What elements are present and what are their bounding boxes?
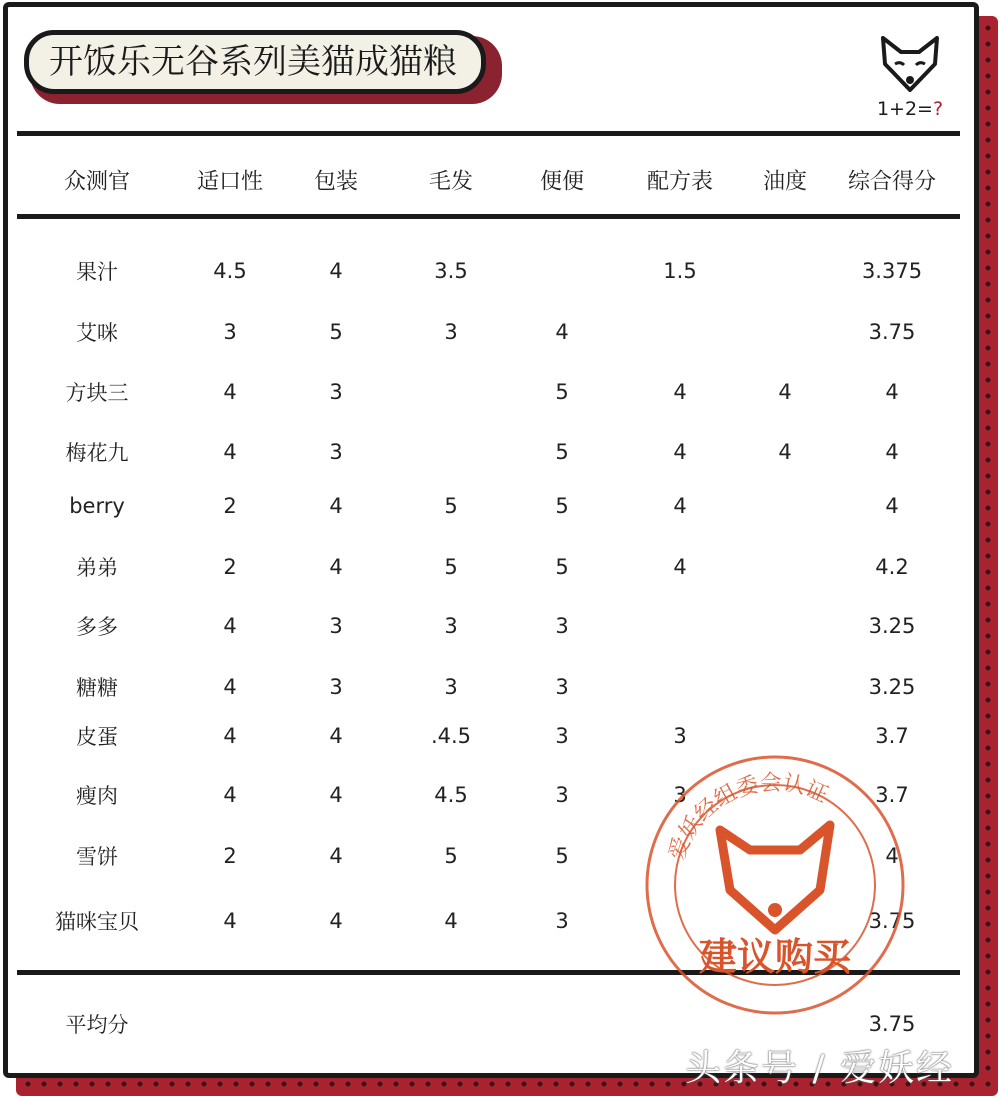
score-cell: 4 — [329, 783, 343, 807]
score-cell: 4 — [885, 380, 899, 404]
score-cell: 3.25 — [868, 675, 916, 699]
score-cell: 4 — [223, 783, 237, 807]
fox-icon — [875, 34, 945, 94]
score-cell: 5 — [444, 494, 458, 518]
score-cell: 5 — [555, 844, 569, 868]
score-cell: 3 — [555, 614, 569, 638]
score-cell: 4 — [555, 320, 569, 344]
score-cell: 4 — [444, 909, 458, 933]
score-cell: 5 — [555, 440, 569, 464]
score-cell: 5 — [555, 494, 569, 518]
score-cell: .4.5 — [430, 724, 472, 748]
score-cell: 3 — [444, 320, 458, 344]
tester-name: 糖糖 — [76, 676, 118, 700]
score-cell: 4 — [329, 724, 343, 748]
score-cell: 4.2 — [875, 555, 909, 579]
score-cell: 3 — [555, 724, 569, 748]
score-cell: 3.375 — [861, 259, 923, 283]
column-header: 油度 — [762, 169, 808, 195]
score-cell: 3 — [329, 440, 343, 464]
score-cell: 4 — [223, 724, 237, 748]
tester-name: 皮蛋 — [76, 725, 118, 749]
brand-logo: 1+2=? — [870, 34, 950, 120]
score-cell: 4 — [223, 909, 237, 933]
score-cell: 5 — [444, 555, 458, 579]
tester-name: 艾咪 — [76, 321, 118, 345]
score-cell: 3 — [444, 675, 458, 699]
score-cell: 5 — [329, 320, 343, 344]
score-cell: 4 — [223, 380, 237, 404]
header-top-rule — [17, 131, 960, 136]
header-bottom-rule — [17, 214, 960, 219]
score-cell: 5 — [555, 555, 569, 579]
tester-name: 果汁 — [76, 260, 118, 284]
column-header: 配方表 — [646, 169, 714, 195]
tester-name: berry — [69, 494, 125, 518]
score-cell: 1.5 — [663, 259, 697, 283]
score-cell: 3 — [329, 675, 343, 699]
tester-name: 梅花九 — [65, 441, 129, 465]
score-cell: 5 — [444, 844, 458, 868]
score-cell: 2 — [223, 844, 237, 868]
tester-name: 雪饼 — [76, 845, 118, 869]
table-bottom-rule — [17, 970, 960, 975]
score-cell: 3.75 — [868, 909, 916, 933]
score-cell: 5 — [555, 380, 569, 404]
rating-card — [3, 2, 979, 1078]
watermark: 头条号 / 爱妖经 — [685, 1048, 955, 1089]
tester-name: 多多 — [76, 615, 118, 639]
score-cell: 3.7 — [875, 724, 909, 748]
tester-name: 瘦肉 — [76, 784, 118, 808]
column-header: 毛发 — [428, 169, 474, 195]
score-cell: 4 — [673, 440, 687, 464]
score-cell: 4 — [778, 380, 792, 404]
score-cell: 4.5 — [213, 259, 247, 283]
score-cell: 3 — [329, 380, 343, 404]
column-header: 适口性 — [196, 169, 264, 195]
score-cell: 4 — [223, 675, 237, 699]
score-cell: 3 — [329, 614, 343, 638]
score-cell: 3 — [673, 724, 687, 748]
score-cell: 4 — [223, 440, 237, 464]
page-title: 开饭乐无谷系列美猫成猫粮 — [24, 30, 486, 94]
tester-name: 猫咪宝贝 — [55, 910, 139, 934]
score-cell: 3 — [555, 675, 569, 699]
score-cell: 4 — [673, 380, 687, 404]
score-cell: 2 — [223, 555, 237, 579]
score-cell: 4.5 — [434, 783, 468, 807]
score-cell: 3.25 — [868, 614, 916, 638]
score-cell: 2 — [223, 494, 237, 518]
tester-name: 方块三 — [65, 381, 129, 405]
stamp-ring-text: 爱妖经组委会认证 — [664, 770, 832, 864]
score-cell: 4 — [223, 614, 237, 638]
score-cell: 3.5 — [434, 259, 468, 283]
score-cell: 3 — [673, 783, 687, 807]
score-cell: 4 — [885, 440, 899, 464]
score-cell: 4 — [329, 844, 343, 868]
score-cell: 4 — [329, 259, 343, 283]
score-cell: 3 — [223, 320, 237, 344]
score-cell: 3 — [555, 909, 569, 933]
stamp-center-text: 建议购买 — [698, 935, 852, 979]
average-value: 3.75 — [868, 1012, 916, 1036]
column-header: 包装 — [313, 169, 359, 195]
column-header: 便便 — [539, 169, 585, 195]
score-cell: 4 — [885, 494, 899, 518]
column-header: 综合得分 — [847, 169, 937, 195]
score-cell: 3.75 — [868, 320, 916, 344]
score-cell: 4 — [329, 909, 343, 933]
tester-name: 弟弟 — [76, 556, 118, 580]
score-cell: 4 — [673, 494, 687, 518]
score-cell: 4 — [329, 555, 343, 579]
average-label: 平均分 — [65, 1013, 129, 1037]
score-cell: 4 — [329, 494, 343, 518]
score-cell: 3 — [444, 614, 458, 638]
score-cell: 4 — [673, 555, 687, 579]
score-cell: 3 — [555, 783, 569, 807]
score-cell: 4 — [778, 440, 792, 464]
score-cell: 3.7 — [875, 783, 909, 807]
column-header: 众测官 — [63, 169, 131, 195]
score-cell: 4 — [885, 844, 899, 868]
